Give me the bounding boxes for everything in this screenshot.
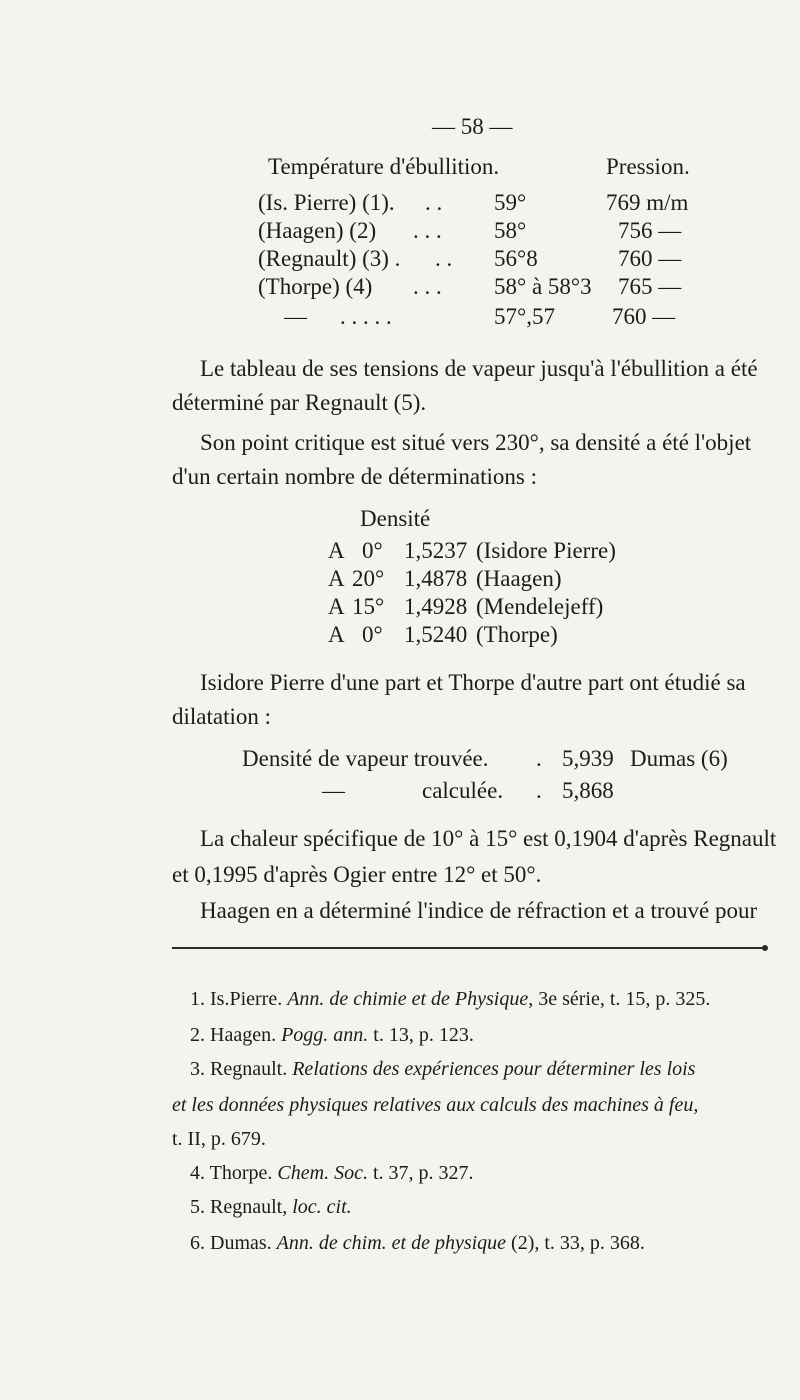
- boiling-header-right: Pression.: [606, 154, 690, 179]
- vapor-found-source: Dumas (6): [630, 746, 728, 771]
- footnote-continuation: et les données physiques relatives aux calculs des machines à feu,: [172, 1094, 699, 1116]
- footnote: 4. Thorpe. Chem. Soc. t. 37, p. 327.: [190, 1162, 474, 1184]
- paragraph-line: Son point critique est situé vers 230°, sa densité a été l'objet: [200, 430, 752, 455]
- density-title: Densité: [360, 506, 431, 531]
- footnote: 5. Regnault, loc. cit.: [190, 1196, 352, 1218]
- paragraph-line: d'un certain nombre de déterminations :: [172, 464, 538, 489]
- vapor-found-value: 5,939: [562, 746, 614, 771]
- vapor-found-label: Densité de vapeur trouvée.: [242, 746, 489, 771]
- paragraph-line: déterminé par Regnault (5).: [172, 390, 427, 415]
- vapor-calc-label: calculée.: [422, 778, 504, 803]
- boiling-header-left: Température d'ébullition.: [268, 154, 500, 179]
- paragraph-line: dilatation :: [172, 704, 272, 729]
- footnote: 2. Haagen. Pogg. ann. t. 13, p. 123.: [190, 1024, 474, 1046]
- paragraph-line: La chaleur spécifique de 10° à 15° est 0,1904 d'après Regnault: [200, 826, 777, 851]
- paragraph-line: et 0,1995 d'après Ogier entre 12° et 50°.: [172, 862, 542, 887]
- vapor-calc-value: 5,868: [562, 778, 614, 803]
- page-number: — 58 —: [432, 114, 513, 139]
- paragraph-line: Isidore Pierre d'une part et Thorpe d'autre part ont étudié sa: [200, 670, 746, 695]
- footnote-divider: [172, 947, 764, 949]
- footnote: 3. Regnault. Relations des expériences pour déterminer les lois: [190, 1058, 696, 1080]
- footnote-continuation: t. II, p. 679.: [172, 1128, 266, 1150]
- paragraph-line: Haagen en a déterminé l'indice de réfraction et a trouvé pour: [200, 898, 758, 923]
- footnote: 1. Is.Pierre. Ann. de chimie et de Physique, 3e série, t. 15, p. 325.: [190, 988, 711, 1010]
- footnote: 6. Dumas. Ann. de chim. et de physique (2), t. 33, p. 368.: [190, 1232, 645, 1254]
- book-page: — 58 — Température d'ébullition. Pression. (Is. Pierre) (1). . . 59° 769 m/m (Haagen) (2) . . . 58° 756 — (Regnault) (3) . . . 56°8 760 — (Thorpe) (4) . . . 58° à 58°3 765 — — . . . . . 57°,57 760 — Le tableau de ses tensions de vapeur jusqu'à l'ébullition a été déterminé par Regnault (5). Son point critique est situé vers 230°, sa densité a été l'objet d'un certain nombre de déterminations : Densité A 0° 1,5237 (Isidore Pierre) A 20° 1,4878 (Haagen) A 15° 1,4928 (Mendelejeff) A 0° 1,5240 (Thorpe) Isidore Pierre d'une part et Thorpe d'autre part ont étudié sa dilatation : Densité de vapeur trouvée. . 5,939 Dumas (6) — calculée. . 5,868 La chaleur spécifique de 10° à 15° est 0,1904 d'après Regnault et 0,1995 d'après Ogier entre 12° et 50°. Haagen en a déterminé l'indice de réfraction et a trouvé pour 1. Is.Pierre. Ann. de chimie et de Physique, 3e série, t. 15, p. 325. 2. Haagen. Pogg. ann. t. 13, p. 123. 3. Regnault. Relations des expériences pour déterminer les lois et les données physiques relatives aux calculs des machines à feu, t. II, p. 679. 4. Thorpe. Chem. Soc. t. 37, p. 327. 5. Regnault, loc. cit. 6. Dumas. Ann. de chim. et de physique (2), t. 33, p. 368.: [172, 114, 777, 1254]
- paragraph-line: Le tableau de ses tensions de vapeur jusqu'à l'ébullition a été: [200, 356, 758, 381]
